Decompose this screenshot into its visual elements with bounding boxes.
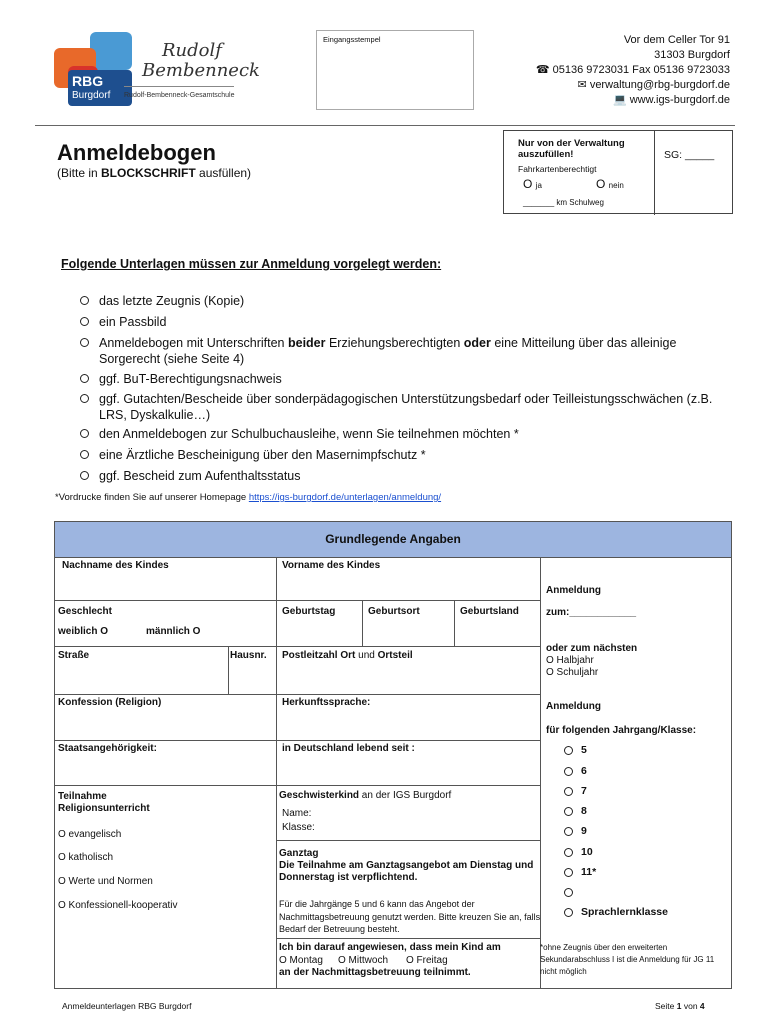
- radio-circle-icon: [564, 807, 573, 816]
- option-schuljahr[interactable]: O Schuljahr: [546, 667, 599, 678]
- checkbox-circle-icon[interactable]: [80, 471, 89, 480]
- label-hausnr: Hausnr.: [230, 650, 267, 661]
- address-phone: 05136 9723031 Fax 05136 9723033: [552, 64, 730, 76]
- col-divider-geburtsort: [362, 600, 363, 646]
- form-section-title: Grundlegende Angaben: [325, 532, 461, 546]
- label-geburtsland: Geburtsland: [460, 606, 519, 617]
- stamp-box: [316, 30, 474, 110]
- row-line-3: [55, 694, 540, 695]
- checkbox-circle-icon[interactable]: [80, 317, 89, 326]
- doc-item-zeugnis: das letzte Zeugnis (Kopie): [80, 293, 720, 309]
- option-sprachlernklasse[interactable]: Sprachlernklasse: [564, 906, 668, 918]
- row-line-5: [55, 785, 540, 786]
- label-in-deutschland: in Deutschland lebend seit :: [282, 743, 415, 754]
- logo-signature-1: Rudolf: [162, 40, 222, 61]
- doc-item-masern: eine Ärztliche Bescheinigung über den Masernimpfschutz *: [80, 447, 720, 463]
- logo-divider: [124, 86, 234, 87]
- doc-item-schulbuch: den Anmeldebogen zur Schulbuchausleihe, wenn Sie teilnehmen möchten *: [80, 426, 720, 442]
- school-logo: [52, 30, 260, 110]
- option-konfessionell[interactable]: O Konfessionell-kooperativ: [58, 900, 178, 911]
- col-divider-geburtsland: [454, 600, 455, 646]
- admin-nein-option[interactable]: O nein: [596, 177, 624, 191]
- option-klasse-11[interactable]: 11*: [564, 866, 596, 878]
- label-nachname: Nachname des Kindes: [62, 560, 169, 571]
- page-subtitle: (Bitte in BLOCKSCHRIFT ausfüllen): [57, 166, 252, 180]
- label-teilnahme: Teilnahme: [58, 791, 107, 802]
- admin-fahrkarte-label: Fahrkartenberechtigt: [518, 164, 597, 174]
- label-anmeldung: Anmeldung: [546, 585, 601, 596]
- option-klasse-8[interactable]: 8: [564, 805, 587, 817]
- row-line-angewiesen: [276, 938, 540, 939]
- address-web[interactable]: www.igs-burgdorf.de: [629, 94, 730, 106]
- doc-item-anmeldebogen: Anmeldebogen mit Unterschriften beider Erziehungsberechtigten oder eine Mitteilung über das alleinige Sorgerecht (siehe Seite 4): [80, 335, 720, 367]
- jahrgang-text: Für die Jahrgänge 5 und 6 kann das Angebot der Nachmittagsbetreuung genutzt werden. Bitte kreuzen Sie an, falls Bedarf der Betreuung besteht.: [279, 899, 541, 934]
- stamp-label: Eingangsstempel: [323, 35, 381, 44]
- row-line-2: [55, 646, 540, 647]
- option-klasse-7[interactable]: 7: [564, 785, 587, 797]
- label-jahrgang: für folgenden Jahrgang/Klasse:: [546, 725, 697, 736]
- logo-square-light-blue: [90, 32, 132, 70]
- radio-circle-icon: [564, 827, 573, 836]
- doc-item-gutachten: ggf. Gutachten/Bescheide über sonderpädagogischen Unterstützungsbedarf oder Teilleistungsschwächen (z.B. LRS, Dyskalkulie…): [80, 391, 720, 423]
- checkbox-circle-icon[interactable]: [80, 296, 89, 305]
- ganztag-title: Ganztag: [279, 848, 319, 859]
- label-plz: Postleitzahl Ort und Ortsteil: [282, 650, 413, 661]
- footer-page-number: Seite 1 von 4: [655, 1001, 705, 1011]
- checkbox-circle-icon[interactable]: [80, 450, 89, 459]
- form-section-header: [55, 522, 731, 558]
- documents-heading: Folgende Unterlagen müssen zur Anmeldung vorgelegt werden:: [61, 257, 442, 271]
- radio-circle-icon: [564, 908, 573, 917]
- radio-circle-icon: [564, 746, 573, 755]
- address-email[interactable]: verwaltung@rbg-burgdorf.de: [589, 79, 730, 91]
- homepage-link[interactable]: https://igs-burgdorf.de/unterlagen/anmeldung/: [248, 492, 442, 503]
- nachmittag-text: an der Nachmittagsbetreuung teilnimmt.: [279, 967, 471, 978]
- radio-circle-icon: [564, 868, 573, 877]
- checkbox-circle-icon[interactable]: [80, 394, 89, 403]
- option-klasse-9[interactable]: 9: [564, 825, 587, 837]
- address-street: Vor dem Celler Tor 91: [623, 34, 730, 46]
- label-konfession: Konfession (Religion): [58, 697, 162, 708]
- label-klasse: Klasse:: [282, 822, 315, 833]
- doc-item-passbild: ein Passbild: [80, 314, 720, 330]
- doc-item-aufenthalt: ggf. Bescheid zum Aufenthaltsstatus: [80, 468, 720, 484]
- logo-abbr: RBG: [72, 73, 104, 89]
- option-klasse-10[interactable]: 10: [564, 846, 593, 858]
- option-klasse-6[interactable]: 6: [564, 765, 587, 777]
- label-oder-zum: oder zum nächsten: [546, 643, 638, 654]
- option-freitag[interactable]: O Freitag: [406, 955, 448, 966]
- option-halbjahr[interactable]: O Halbjahr: [546, 655, 594, 666]
- computer-icon: 💻: [612, 94, 630, 106]
- option-montag[interactable]: O Montag: [279, 955, 323, 966]
- label-name: Name:: [282, 808, 312, 819]
- option-maennlich[interactable]: männlich O: [146, 626, 201, 637]
- option-weiblich[interactable]: weiblich O: [58, 626, 109, 637]
- radio-circle-icon: [564, 767, 573, 776]
- logo-school-name: Rudolf-Bembenneck-Gesamtschule: [124, 92, 235, 99]
- label-vorname: Vorname des Kindes: [282, 560, 381, 571]
- phone-icon: ☎: [535, 64, 553, 76]
- admin-ja-option[interactable]: O ja: [523, 177, 542, 191]
- checkbox-circle-icon[interactable]: [80, 338, 89, 347]
- row-line-ganztag: [276, 840, 540, 841]
- label-religionsunterricht: Religionsunterricht: [58, 803, 150, 814]
- label-geschwisterkind: Geschwisterkind an der IGS Burgdorf: [279, 790, 452, 801]
- admin-heading: Nur von der Verwaltung auszufüllen!: [518, 138, 625, 160]
- admin-km-label: _______ km Schulweg: [523, 198, 604, 207]
- documents-footnote: *Vordrucke finden Sie auf unserer Homepage https://igs-burgdorf.de/unterlagen/anmeldung/: [55, 492, 442, 503]
- checkbox-circle-icon[interactable]: [80, 429, 89, 438]
- row-line-1: [55, 600, 540, 601]
- label-strasse: Straße: [58, 650, 90, 661]
- mail-icon: ✉: [577, 79, 590, 91]
- logo-city: Burgdorf: [72, 90, 111, 101]
- label-herkunftssprache: Herkunftssprache:: [282, 697, 371, 708]
- label-geschlecht: Geschlecht: [58, 606, 112, 617]
- ganztag-text: Die Teilnahme am Ganztagsangebot am Dienstag und Donnerstag ist verpflichtend.: [279, 860, 534, 883]
- col-divider-hausnr: [228, 646, 229, 694]
- footer-left: Anmeldeunterlagen RBG Burgdorf: [62, 1001, 192, 1011]
- logo-signature-2: Bembenneck: [142, 60, 260, 81]
- radio-circle-icon: [564, 787, 573, 796]
- row-line-4: [55, 740, 540, 741]
- angewiesen-text: Ich bin darauf angewiesen, dass mein Kind am: [279, 942, 501, 953]
- option-werte-normen[interactable]: O Werte und Normen: [58, 876, 153, 887]
- page-title: Anmeldebogen: [57, 140, 216, 165]
- label-anmeldung-2: Anmeldung: [546, 701, 601, 712]
- option-klasse-blank[interactable]: [564, 886, 581, 898]
- checkbox-circle-icon[interactable]: [80, 374, 89, 383]
- col-divider-main: [276, 557, 277, 989]
- header-separator: [35, 125, 735, 126]
- option-evangelisch[interactable]: O evangelisch: [58, 829, 122, 840]
- address-zip-city: 31303 Burgdorf: [654, 49, 730, 61]
- doc-item-but: ggf. BuT-Berechtigungsnachweis: [80, 371, 720, 387]
- label-staatsangehoerigkeit: Staatsangehörigkeit:: [58, 743, 157, 754]
- radio-circle-icon: [564, 888, 573, 897]
- school-address: [536, 33, 730, 108]
- option-klasse-5[interactable]: 5: [564, 744, 587, 756]
- label-geburtstag: Geburtstag: [282, 606, 336, 617]
- label-zum: zum:____________: [546, 607, 637, 618]
- admin-box: [503, 130, 733, 214]
- admin-sg-label: SG: _____: [664, 149, 715, 161]
- option-katholisch[interactable]: O katholisch: [58, 852, 114, 863]
- option-mittwoch[interactable]: O Mittwoch: [338, 955, 389, 966]
- label-geburtsort: Geburtsort: [368, 606, 420, 617]
- radio-circle-icon: [564, 848, 573, 857]
- klasse-footnote: *ohne Zeugnis über den erweiterten Sekundarabschluss I ist die Anmeldung für JG 11 nicht möglich: [540, 943, 715, 976]
- admin-divider: [654, 131, 655, 215]
